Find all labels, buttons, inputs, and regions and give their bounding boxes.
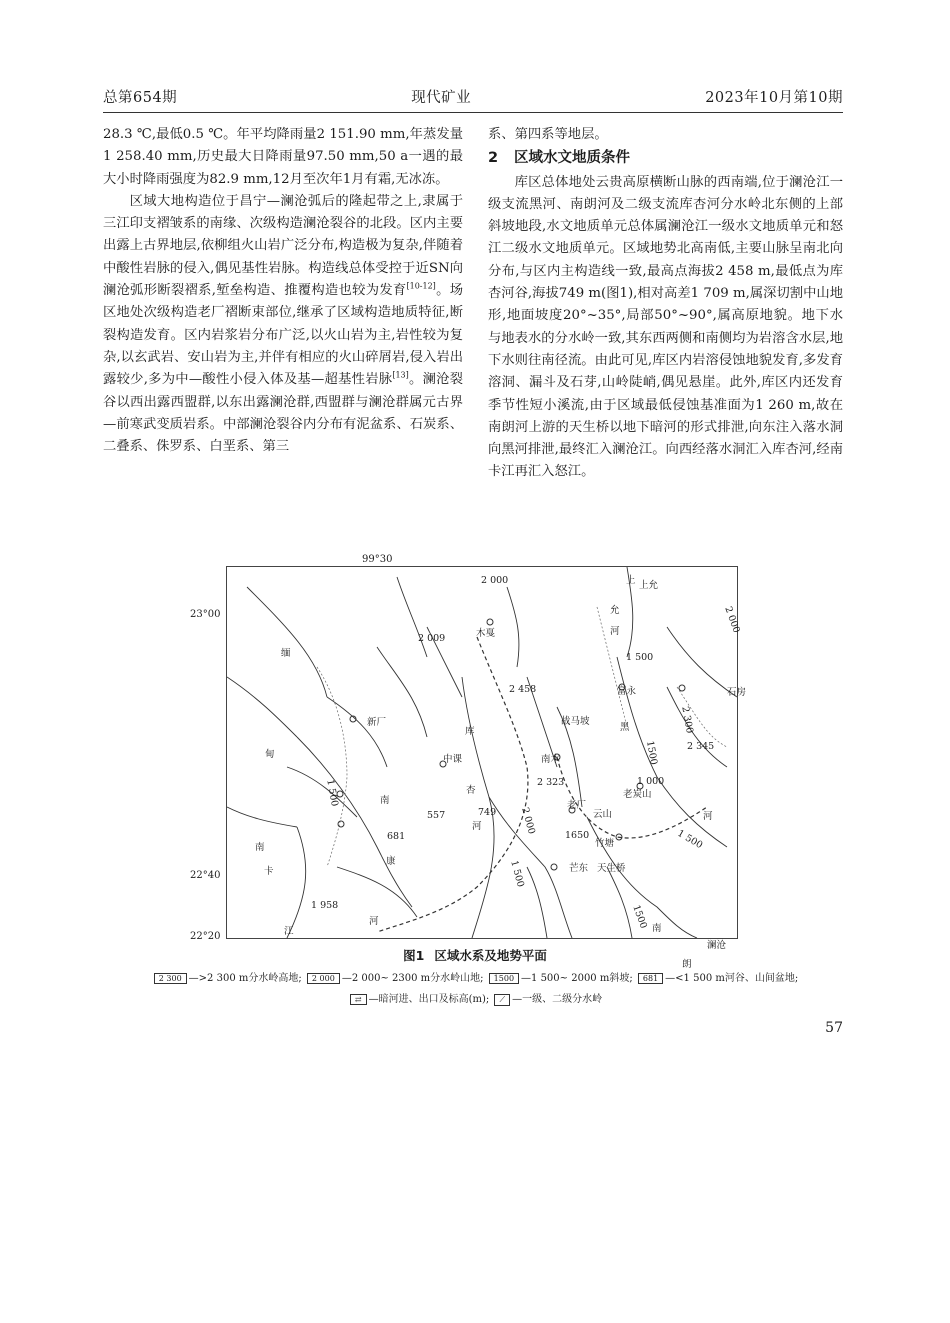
legend-box: 681	[638, 973, 663, 984]
divide-symbol: ⟋	[494, 994, 510, 1006]
elevation-label: 2 000	[481, 575, 509, 586]
section-number: 2	[488, 150, 499, 167]
place-label: 老厂	[567, 800, 587, 811]
place-label: 竹塘	[595, 838, 615, 849]
place-label: 澜沧	[707, 940, 727, 951]
latitude-label: 22°20	[190, 931, 221, 942]
river-label: 河	[610, 626, 620, 637]
elevation-label: 1 958	[311, 900, 339, 911]
contour-label: 1 500	[626, 652, 654, 663]
contour-label: 1500	[630, 903, 649, 931]
legend-text: —一级、二级分水岭	[512, 994, 603, 1005]
running-header	[103, 84, 843, 108]
legend-box: 2 000	[307, 973, 340, 984]
region-label: 缅	[281, 648, 291, 659]
header-rule	[103, 112, 843, 113]
geology-text-3: 。澜沧裂谷以西出露西盟群,以东出露澜沧群,西盟群与澜沧群属元古界—前寒武变质岩系。中部澜沧裂谷内分布有泥盆系、石炭系、二叠系、侏罗系、白垩系、第三	[103, 372, 464, 455]
figure-caption	[0, 946, 950, 964]
section-heading	[488, 147, 843, 169]
elevation-label: 557	[427, 810, 446, 821]
contour-label: 1 500	[324, 778, 340, 808]
underground-river-symbol: ⇄	[350, 994, 367, 1005]
place-label: 南木	[541, 754, 561, 765]
river-label: 库	[465, 726, 475, 737]
river-label: 黑	[620, 722, 630, 733]
elevation-label: 2 009	[418, 633, 446, 644]
river-label: 南	[652, 923, 662, 934]
place-label: 石房	[727, 687, 747, 698]
place-label: 云山	[593, 809, 613, 820]
elevation-label: 749	[478, 807, 497, 818]
citation: [13]	[392, 370, 409, 380]
legend-box: 2 300	[154, 973, 187, 984]
geology-text-2: 。场区地处次级构造老厂褶断束部位,继承了区域构造地质特征,断裂构造发育。区内岩浆岩分布广泛,以火山岩为主,岩性较为复杂,以玄武岩、安山岩为主,并伴有相应的火山碎屑岩,侵入岩出露较少,多为中—酸性小侵入体及基—超基性岩脉	[103, 283, 463, 388]
river-label: 河	[369, 916, 379, 927]
latitude-label: 22°40	[190, 870, 221, 881]
legend-text: —2 000~ 2300 m分水岭山地;	[341, 973, 484, 984]
map-drawing	[227, 567, 737, 938]
place-label: 天生桥	[597, 863, 626, 874]
river-label: 康	[386, 856, 396, 867]
river-label: 南	[380, 795, 390, 806]
region-label: 甸	[265, 749, 275, 760]
place-label: 新厂	[367, 717, 387, 728]
longitude-label: 99°30	[362, 554, 393, 565]
river-label: 卡	[264, 866, 274, 877]
river-label: 允	[610, 605, 620, 616]
legend	[0, 990, 950, 1006]
legend	[0, 969, 950, 984]
elevation-label: 2 458	[509, 684, 537, 695]
legend-text: —<1 500 m河谷、山间盆地;	[665, 973, 799, 984]
place-label: 中课	[443, 754, 463, 765]
river-label: 河	[472, 821, 482, 832]
river-label: 南	[255, 842, 265, 853]
geology-text-1: 区域大地构造位于昌宁—澜沧弧后的隆起带之上,隶属于三江印支褶皱系的南缘、次级构造澜沧裂谷的北段。区内主要出露上古界地层,依柳组火山岩广泛分布,构造极为复杂,伴随着中酸性岩脉的侵入,偶见基性岩脉。构造线总体受控于近SN向澜沧弧形断裂褶系,堑垒构造、推覆构造也较为发育	[103, 193, 463, 299]
citation: [10-12]	[406, 281, 436, 291]
contour-label: 2 000	[722, 605, 742, 635]
river-label: 朗	[682, 959, 692, 970]
contour-label: 1 500	[508, 859, 526, 889]
paragraph-hydrogeology: 库区总体地处云贵高原横断山脉的西南端,位于澜沧江一级支流黑河、南朗河及二级支流库杏河分水岭北东侧的上部斜坡地段,水文地质单元总体属澜沧江一级水文地质单元和怒江二级水文地质单元。区域地势北高南低,主要山脉呈南北向分布,与区内主构造线一致,最高点海拔2 458 m,最低点为库杏河谷,海拔749 m(图1),相对高差1 709 m,属深切割中山地形,地面坡度20°~35°,局部50°~90°,属高原地貌。地下水与地表水的分水岭一致,其东西两侧和南侧均为岩溶含水层,地下水则往南径流。由此可见,库区内岩溶侵蚀地貌发育,多发育溶洞、漏斗及石芽,山岭陡峭,偶见悬崖。此外,库区内还发育季节性短小溪流,由于区域最低侵蚀基准面为1 260 m,故在南朗河上游的天生桥以地下暗河的形式排泄,向东注入落水洞向黑河排泄,最终汇入澜沧江。向西经落水洞汇入库杏河,经南卡江再汇入怒江。	[488, 174, 843, 480]
contour-label: 2 000	[519, 806, 537, 836]
paragraph-climate: 28.3 ℃,最低0.5 ℃。年平均降雨量2 151.90 mm,年蒸发量1 258.40 mm,历史最大日降雨量97.50 mm,50 a一遇的最大小时降雨强度为82.9 mm,12月至次年1月有霜,无冰冻。	[103, 127, 463, 187]
header-date: 2023年10月第10期	[705, 89, 843, 106]
elevation-label: 2 345	[687, 741, 715, 752]
place-label: 战马坡	[561, 716, 590, 727]
river-nanka	[287, 827, 306, 938]
legend-box: 1500	[489, 973, 519, 984]
header-issue: 总第654期	[103, 89, 178, 106]
left-column	[103, 124, 463, 458]
place-label: 上	[626, 575, 636, 586]
place-label: 富永	[617, 686, 637, 697]
river-label: 江	[284, 926, 294, 937]
elevation-label: 1650	[565, 830, 590, 841]
main-divide	[377, 637, 528, 932]
river-label: 杏	[466, 785, 476, 796]
elevation-label: 1 000	[637, 776, 665, 787]
elevation-label: 681	[387, 831, 406, 842]
legend-text: —1 500~ 2000 m斜坡;	[521, 973, 633, 984]
paragraph-geology	[103, 191, 463, 459]
river-label: 河	[703, 811, 713, 822]
contour-label: 1500	[644, 740, 660, 766]
figure-number: 图1	[403, 948, 425, 963]
place-label: 上允	[639, 580, 659, 591]
header-journal: 现代矿业	[411, 89, 472, 106]
place-label: 老炭山	[623, 789, 652, 800]
paragraph-strata-end: 系、第四系等地层。	[488, 127, 608, 142]
place-label: 芒东	[569, 863, 589, 874]
contour-label: 1 500	[675, 828, 705, 852]
page-number: 57	[825, 1020, 843, 1036]
right-column	[488, 124, 843, 484]
legend-text: —>2 300 m分水岭高地;	[188, 973, 302, 984]
latitude-label: 23°00	[190, 609, 221, 620]
section-title: 区域水文地质条件	[514, 150, 630, 167]
contour-label: 2 300	[679, 705, 695, 735]
figure-title: 区域水系及地势平面	[434, 948, 547, 963]
river-nankang	[297, 737, 412, 907]
elevation-label: 2 323	[537, 777, 565, 788]
place-label: 木戛	[476, 628, 496, 639]
legend-text: —暗河进、出口及标高(m);	[368, 994, 490, 1005]
